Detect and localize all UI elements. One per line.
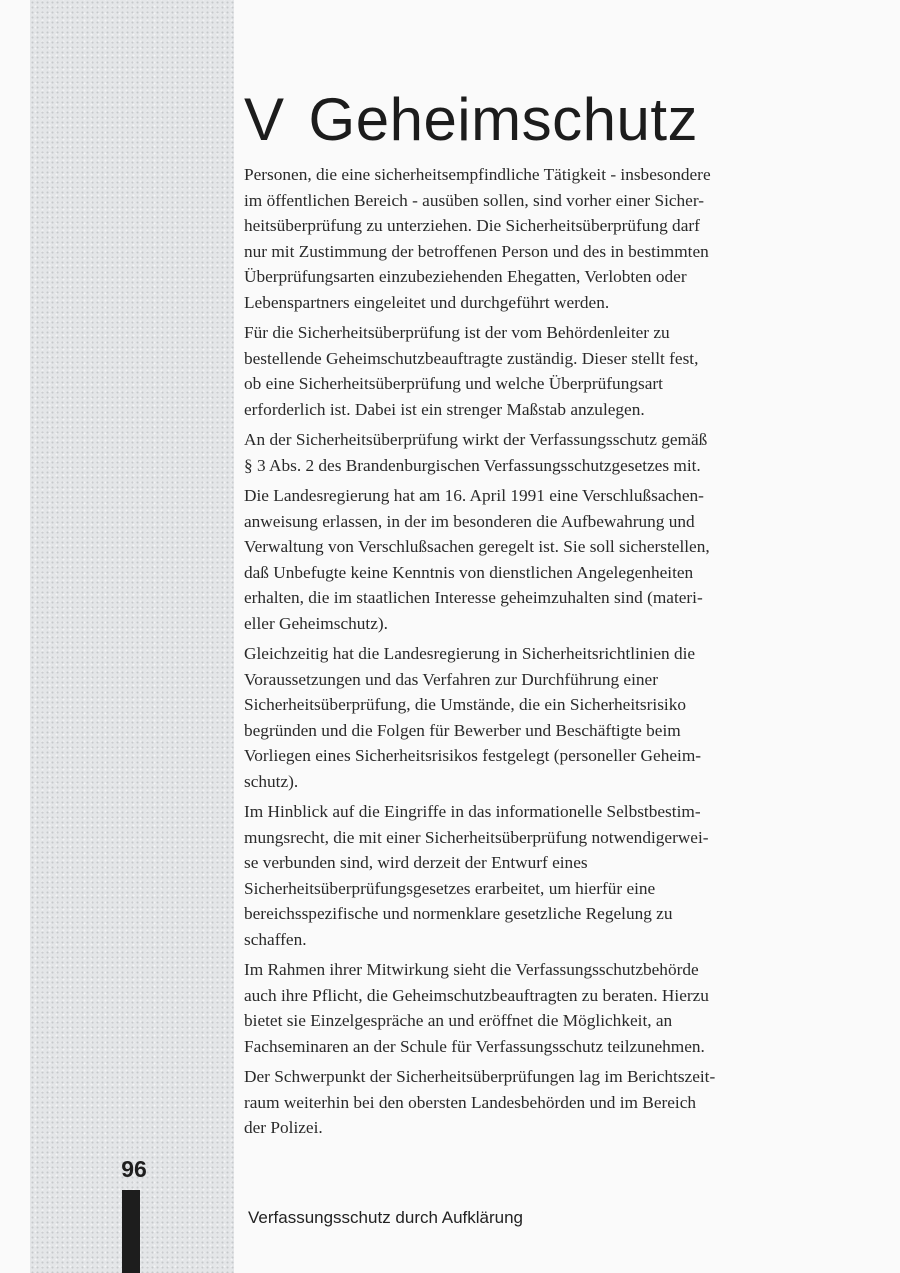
text-line: bietet sie Einzelgespräche an und eröffnet die Möglichkeit, an — [244, 1011, 673, 1030]
paragraph-8 — [244, 1064, 844, 1141]
text-line: auch ihre Pflicht, die Geheimschutzbeauftragten zu beraten. Hierzu — [244, 985, 709, 1005]
text-line: Vorliegen eines Sicherheitsrisikos festgelegt (personeller Geheim- — [244, 746, 702, 765]
page-margin-band — [30, 0, 234, 1273]
text-line: Lebenspartners eingeleitet und durchgeführt werden. — [244, 292, 610, 312]
text-line: Im Hinblick auf die Eingriffe in das informationelle Selbstbestim- — [244, 802, 701, 821]
text-line: Verwaltung von Verschlußsachen geregelt ist. Sie soll sicherstellen, — [244, 537, 710, 556]
text-line: mungsrecht, die mit einer Sicherheitsüberprüfung notwendigerwei- — [244, 827, 709, 847]
paragraph-7 — [244, 957, 844, 1059]
text-line: bestellende Geheimschutzbeauftragte zuständig. Dieser stellt fest, — [244, 348, 699, 368]
text-line: Für die Sicherheitsüberprüfung ist der vom Behördenleiter zu — [244, 323, 670, 342]
text-line: begründen und die Folgen für Bewerber und Beschäftigte beim — [244, 720, 681, 740]
text-line: heitsüberprüfung zu unterziehen. Die Sicherheitsüberprüfung darf — [244, 216, 700, 235]
page-number: 96 — [121, 1156, 147, 1182]
text-line: Sicherheitsüberprüfungsgesetzes erarbeitet, um hierfür eine — [244, 878, 656, 898]
chapter-title: Geheimschutz — [308, 86, 699, 153]
paragraph-3 — [244, 427, 844, 478]
text-line: Überprüfungsarten einzubeziehenden Ehegatten, Verlobten oder — [244, 267, 687, 286]
paragraph-5 — [244, 641, 844, 794]
chapter-heading — [244, 76, 698, 164]
text-line: se verbunden sind, wird derzeit der Entwurf eines — [244, 853, 588, 872]
chapter-number: V — [244, 86, 285, 153]
text-line: Die Landesregierung hat am 16. April 1991 eine Verschlußsachen- — [244, 486, 704, 505]
text-line: nur mit Zustimmung der betroffenen Person und des in bestimmten — [244, 241, 709, 261]
text-line: Im Rahmen ihrer Mitwirkung sieht die Verfassungsschutzbehörde — [244, 960, 699, 979]
text-line: anweisung erlassen, in der im besonderen die Aufbewahrung und — [244, 511, 695, 531]
paragraph-2 — [244, 320, 844, 422]
text-line: An der Sicherheitsüberprüfung wirkt der Verfassungsschutz gemäß — [244, 430, 708, 449]
text-line: eller Geheimschutz). — [244, 613, 388, 633]
text-line: bereichsspezifische und normenklare gesetzliche Regelung zu — [244, 904, 673, 923]
text-line: erhalten, die im staatlichen Interesse geheimzuhalten sind (materi- — [244, 588, 703, 607]
text-line: erforderlich ist. Dabei ist ein strenger Maßstab anzulegen. — [244, 399, 645, 419]
text-line: § 3 Abs. 2 des Brandenburgischen Verfassungsschutzgesetzes mit. — [244, 455, 701, 475]
body-text — [244, 162, 844, 1146]
text-line: raum weiterhin bei den obersten Landesbehörden und im Bereich — [244, 1092, 697, 1112]
text-line: Fachseminaren an der Schule für Verfassungsschutz teilzunehmen. — [244, 1036, 705, 1056]
text-line: daß Unbefugte keine Kenntnis von dienstlichen Angelegenheiten — [244, 562, 694, 582]
text-line: Gleichzeitig hat die Landesregierung in Sicherheitsrichtlinien die — [244, 644, 696, 663]
text-line: Voraussetzungen und das Verfahren zur Durchführung einer — [244, 669, 658, 689]
text-line: der Polizei. — [244, 1118, 323, 1137]
text-line: im öffentlichen Bereich - ausüben sollen, sind vorher einer Sicher- — [244, 190, 705, 210]
text-line: Personen, die eine sicherheitsempfindliche Tätigkeit - insbesondere — [244, 165, 711, 184]
text-line: Der Schwerpunkt der Sicherheitsüberprüfungen lag im Berichtszeit- — [244, 1067, 716, 1086]
paragraph-6 — [244, 799, 844, 952]
paragraph-1 — [244, 162, 844, 315]
running-footer: Verfassungsschutz durch Aufklärung — [248, 1208, 523, 1227]
text-line: Sicherheitsüberprüfung, die Umstände, die ein Sicherheitsrisiko — [244, 695, 687, 714]
text-line: schutz). — [244, 771, 299, 791]
paragraph-4 — [244, 483, 844, 636]
page-number-bar — [122, 1190, 140, 1273]
text-line: ob eine Sicherheitsüberprüfung und welche Überprüfungsart — [244, 374, 663, 393]
text-line: schaffen. — [244, 929, 307, 949]
